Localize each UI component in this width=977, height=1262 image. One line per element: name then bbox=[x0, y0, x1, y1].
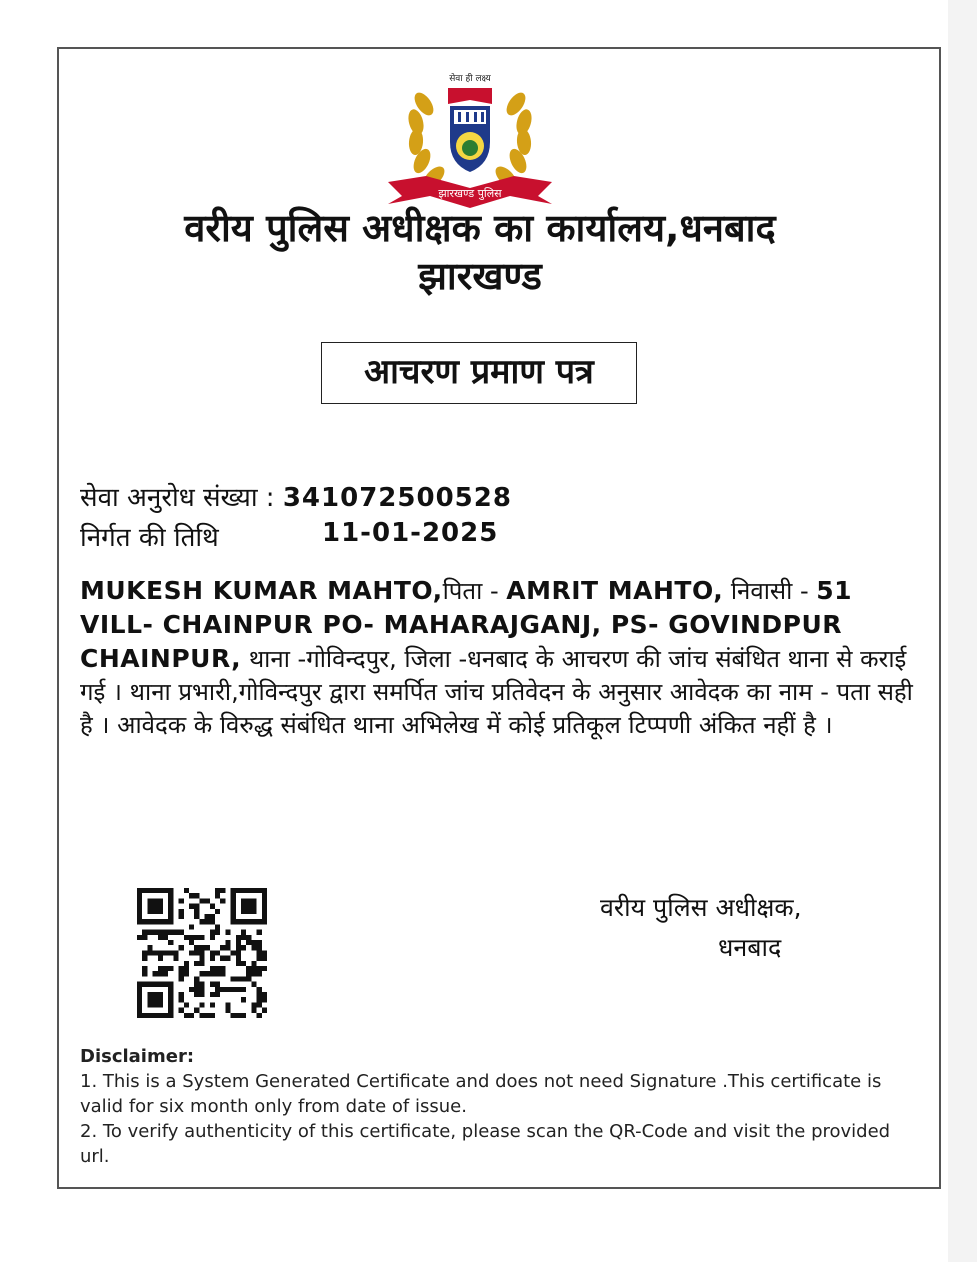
signatory bbox=[600, 888, 802, 968]
service-request-row bbox=[80, 478, 512, 514]
disclaimer bbox=[80, 1044, 910, 1169]
father-label: पिता - bbox=[442, 577, 507, 605]
emblem-ribbon-text: झारखण्ड पुलिस bbox=[438, 187, 502, 200]
certificate-body bbox=[80, 574, 930, 742]
office-heading bbox=[80, 204, 880, 300]
verification-text: थाना -गोविन्दपुर, जिला -धनबाद के आचरण की जांच संबंधित थाना से कराई गई । थाना प्रभारी,गोविन्दपुर द्वारा समर्पित जांच प्रतिवेदन के अनुसार आवेदक का नाम - पता सही है । आवेदक के विरुद्ध संबंधित थाना अभिलेख में कोई प्रतिकूल टिप्पणी अंकित नहीं है । bbox=[80, 645, 913, 739]
office-name: वरीय पुलिस अधीक्षक का कार्यालय,धनबाद bbox=[184, 206, 776, 250]
father-name: AMRIT MAHTO, bbox=[506, 576, 724, 605]
office-state: झारखण्ड bbox=[418, 254, 542, 298]
issue-date-label: निर्गत की तिथि bbox=[80, 523, 219, 553]
issue-date-row bbox=[80, 518, 499, 554]
jharkhand-police-emblem bbox=[386, 64, 554, 212]
disclaimer-item-1: 1. This is a System Generated Certificate and does not need Signature .This certificate is valid for six month only from date of issue. bbox=[80, 1071, 882, 1117]
qr-code[interactable] bbox=[137, 888, 267, 1018]
service-request-label: सेवा अनुरोध संख्या : bbox=[80, 483, 275, 513]
disclaimer-item-2: 2. To verify authenticity of this certificate, please scan the QR-Code and visit the provided url. bbox=[80, 1121, 891, 1167]
certificate-title: आचरण प्रमाण पत्र bbox=[321, 342, 637, 404]
disclaimer-heading: Disclaimer: bbox=[80, 1046, 195, 1067]
signatory-location: धनबाद bbox=[718, 933, 782, 962]
applicant-name: MUKESH KUMAR MAHTO, bbox=[80, 576, 443, 605]
service-request-number: 341072500528 bbox=[282, 483, 512, 513]
signatory-designation: वरीय पुलिस अधीक्षक, bbox=[600, 893, 802, 922]
page-edge-shade bbox=[948, 0, 977, 1262]
issue-date-value: 11-01-2025 bbox=[322, 518, 499, 548]
applicant-address: 51 VILL- CHAINPUR PO- MAHARAJGANJ, PS- GOVINDPUR CHAINPUR, bbox=[80, 576, 853, 673]
residence-label: निवासी - bbox=[723, 577, 817, 605]
emblem-motto: सेवा ही लक्ष्य bbox=[449, 74, 491, 84]
